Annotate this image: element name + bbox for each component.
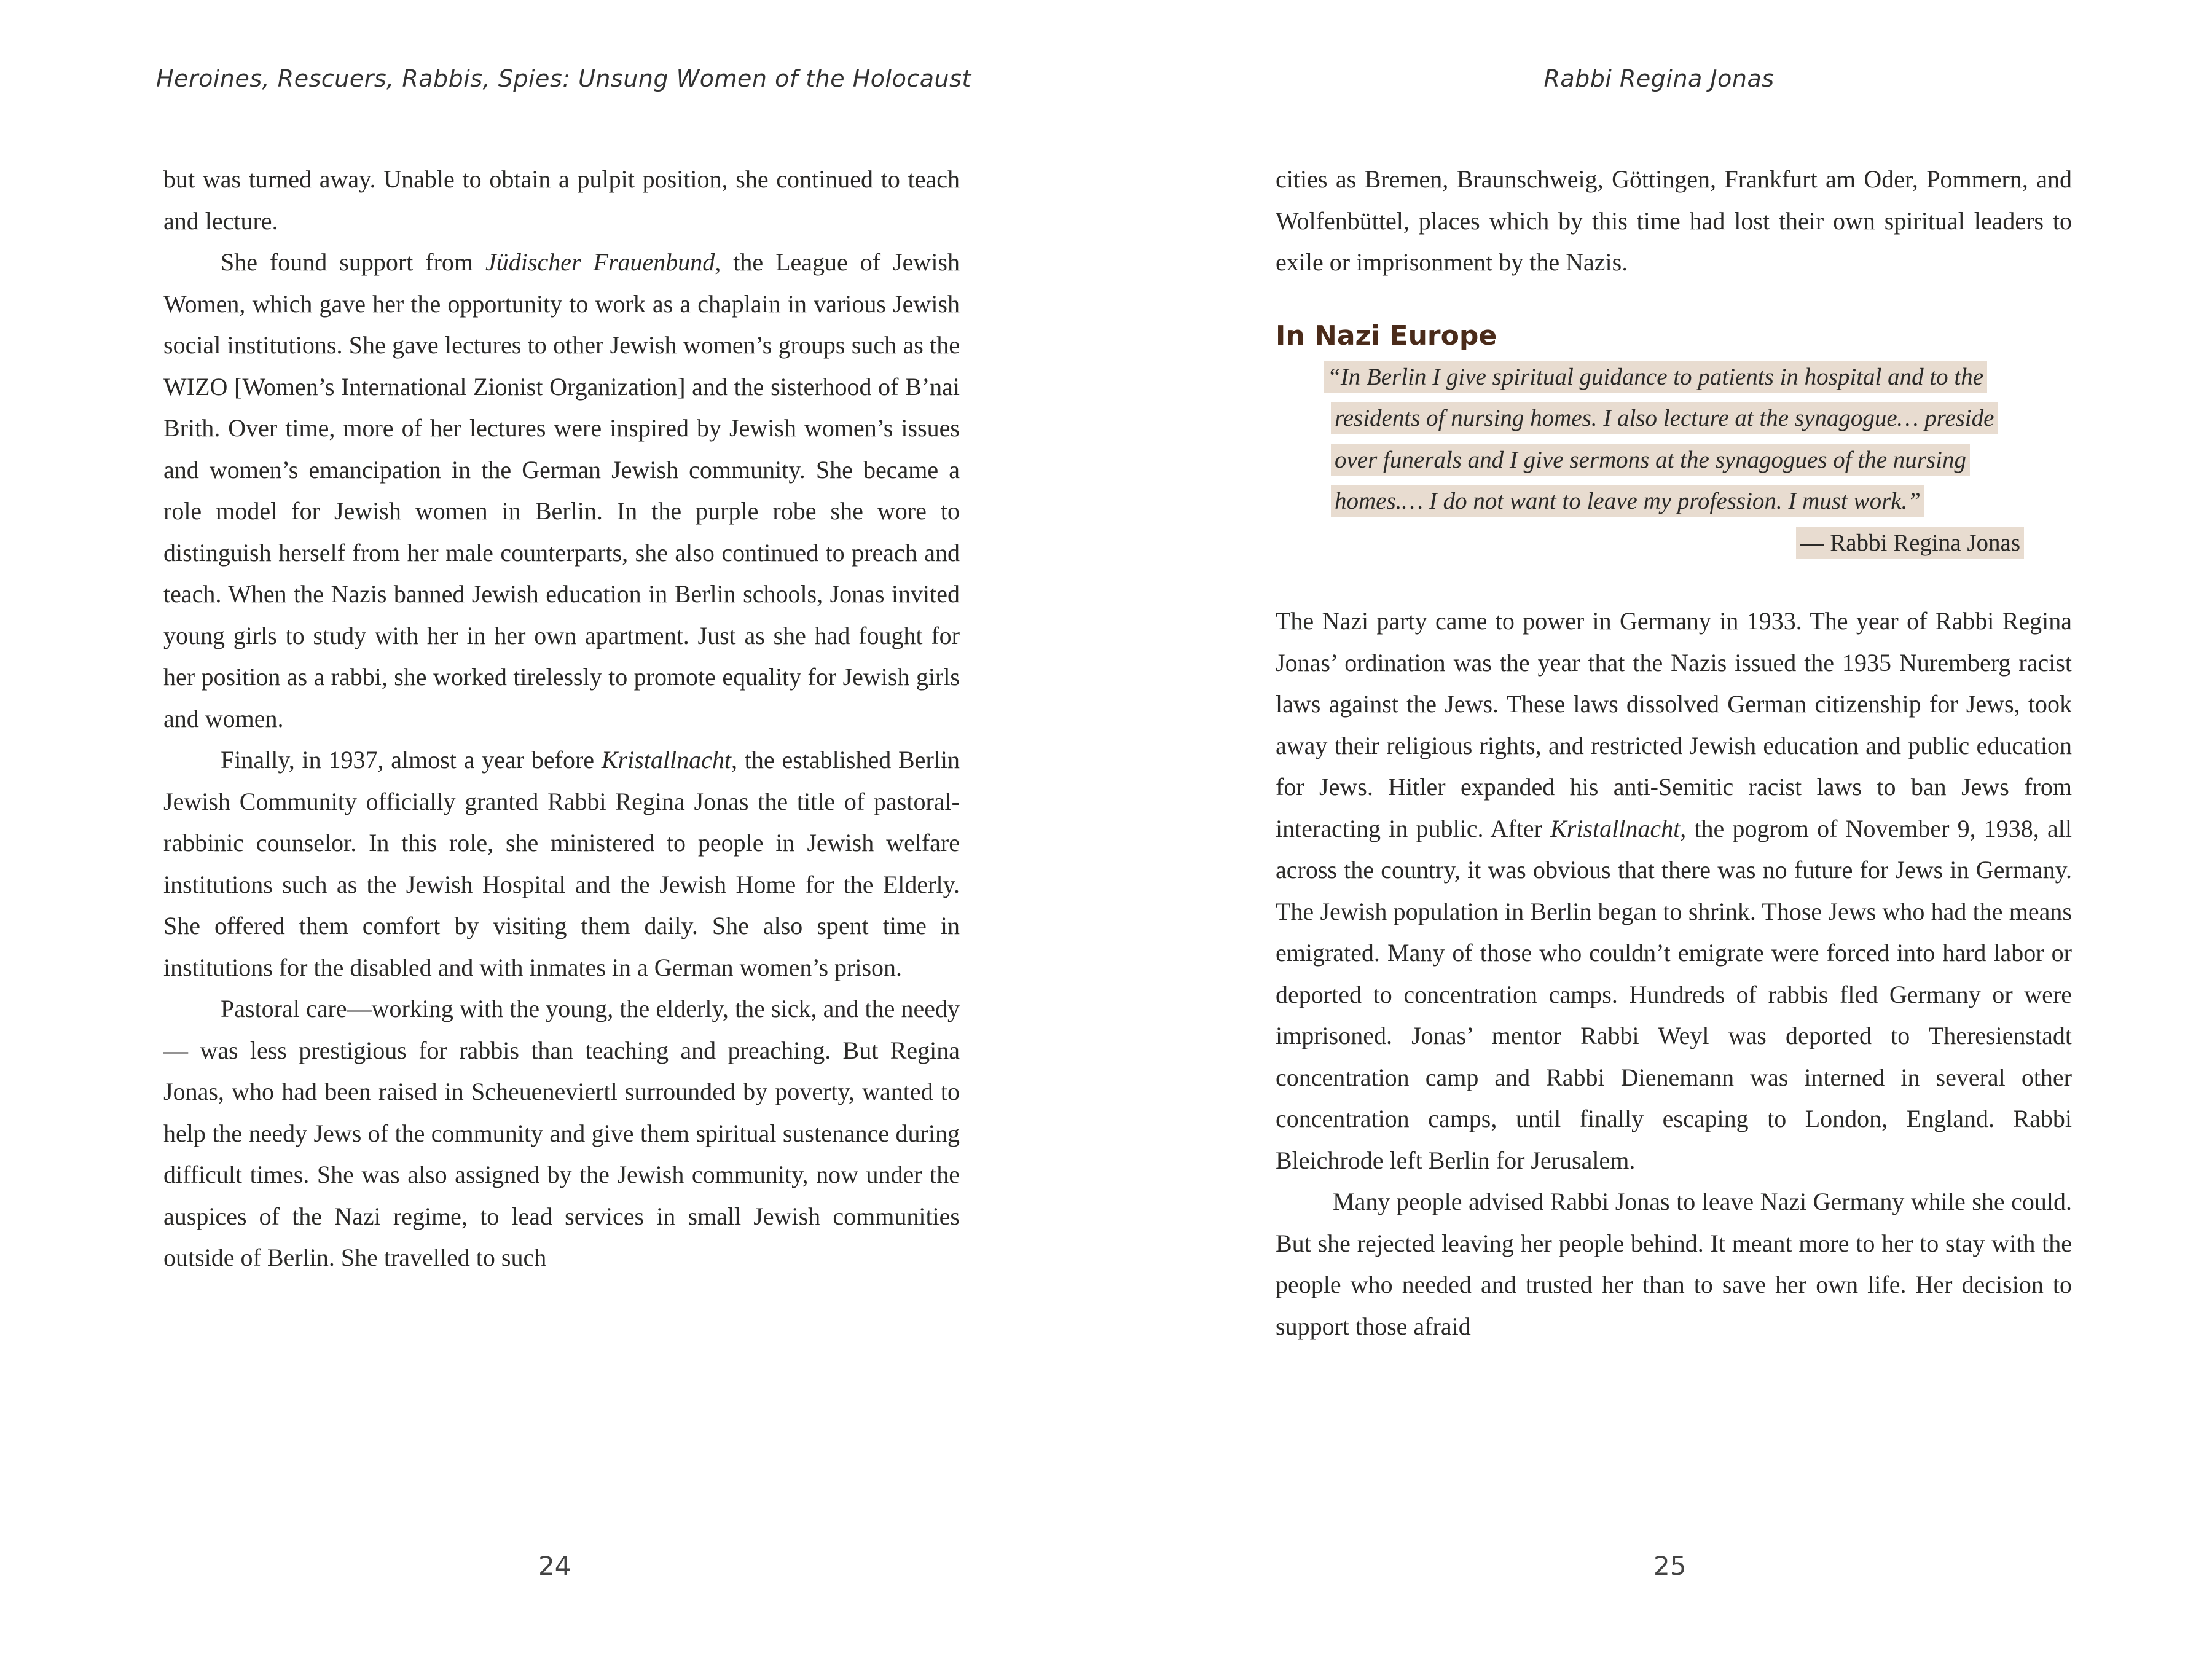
paragraph: The Nazi party came to power in Germany in 1933. The year of Rabbi Regina Jonas’ ordination was the year that the Nazis issued the 1935 Nuremberg racist laws against the Jews. These laws dissolved German citizenship for Jews, took away their religious rights, and restricted Jewish education and public education for Jews. Hitler expanded his anti-Semitic racist laws to ban Jews from interacting in public. After Kristallnacht, the pogrom of November 9, 1938, all across the country, it was obvious that there was no future for Jews in Germany. The Jewish population in Berlin began to shrink. Those Jews who had the means emigrated. Many of those who couldn’t emigrate were forced into hard labor or deported to concentration camps. Hundreds of rabbis fled Germany or were imprisoned. Jonas’ mentor Rabbi Weyl was deported to Theresienstadt concentration camp and Rabbi Dienemann was interned in several other concentration camps, until finally escaping to London, England. Rabbi Bleichrode left Berlin for Jerusalem.	[1276, 607, 2072, 1174]
paragraph: She found support from Jüdischer Frauenbund, the League of Jewish Women, which gave her the opportunity to work as a chaplain in various Jewish social institutions. She gave lectures to other Jewish women’s groups such as the WIZO [Women’s International Zionist Organization] and the sisterhood of B’nai Brith. Over time, more of her lectures were inspired by Jewish women’s issues and women’s emancipation in the German Jewish community. She became a role model for Jewish women in Berlin. In the purple robe she wore to distinguish herself from her male counterparts, she also continued to preach and teach. When the Nazis banned Jewish education in Berlin schools, Jonas invited young girls to study with her in her own apartment. Just as she had fought for her position as a rabbi, she worked tirelessly to promote equality for Jewish girls and women.	[163, 248, 960, 732]
foreign-term: Jüdischer Frauenbund	[485, 248, 715, 276]
foreign-term: Kristallnacht	[1550, 814, 1681, 842]
right-page	[1106, 0, 2212, 1659]
paragraph: but was turned away. Unable to obtain a pulpit position, she continued to teach and lecture.	[163, 165, 960, 235]
paragraph: Finally, in 1937, almost a year before Kristallnacht, the established Berlin Jewish Community officially granted Rabbi Regina Jonas the title of pastoral-rabbinic counselor. In this role, she ministered to people in Jewish welfare institutions such as the Jewish Hospital and the Jewish Home for the Elderly. She offered them comfort by visiting them daily. She also spent time in institutions for the disabled and with inmates in a German women’s prison.	[163, 746, 960, 981]
quote-line: homes.… I do not want to leave my profession. I must work.”	[1324, 480, 2024, 522]
running-head-book-title: Heroines, Rescuers, Rabbis, Spies: Unsung Women of the Holocaust	[156, 65, 971, 92]
page-number: 24	[538, 1551, 571, 1581]
quote-attribution: — Rabbi Regina Jonas	[1324, 522, 2024, 564]
running-head-chapter-title: Rabbi Regina Jonas	[1543, 65, 1775, 92]
page-number: 25	[1653, 1551, 1687, 1581]
quote-line: “In Berlin I give spiritual guidance to patients in hospital and to the	[1324, 356, 2024, 398]
left-text-column	[163, 159, 960, 1279]
quote-line: residents of nursing homes. I also lecture at the synagogue… preside	[1324, 398, 2024, 439]
paragraph: cities as Bremen, Braunschweig, Göttingen, Frankfurt am Oder, Pommern, and Wolfenbüttel, places which by this time had lost their own spiritual leaders to exile or imprisonment by the Nazis.	[1276, 165, 2072, 276]
section-heading: In Nazi Europe	[1276, 320, 1497, 351]
pull-quote	[1324, 356, 2024, 564]
foreign-term: Kristallnacht	[601, 746, 731, 774]
right-text-column	[1276, 159, 2072, 1347]
quote-line: over funerals and I give sermons at the synagogues of the nursing	[1324, 439, 2024, 481]
paragraph: Many people advised Rabbi Jonas to leave Nazi Germany while she could. But she rejected leaving her people behind. It meant more to her to stay with the people who needed and trusted her than to save her own life. Her decision to support those afraid	[1276, 1188, 2072, 1340]
paragraph: Pastoral care—working with the young, the elderly, the sick, and the needy— was less prestigious for rabbis than teaching and preaching. But Regina Jonas, who had been raised in Scheueneviertl surrounded by poverty, wanted to help the needy Jews of the community and give them spiritual sustenance during difficult times. She was also assigned by the Jewish community, now under the auspices of the Nazi regime, to lead services in small Jewish communities outside of Berlin. She travelled to such	[163, 995, 960, 1271]
